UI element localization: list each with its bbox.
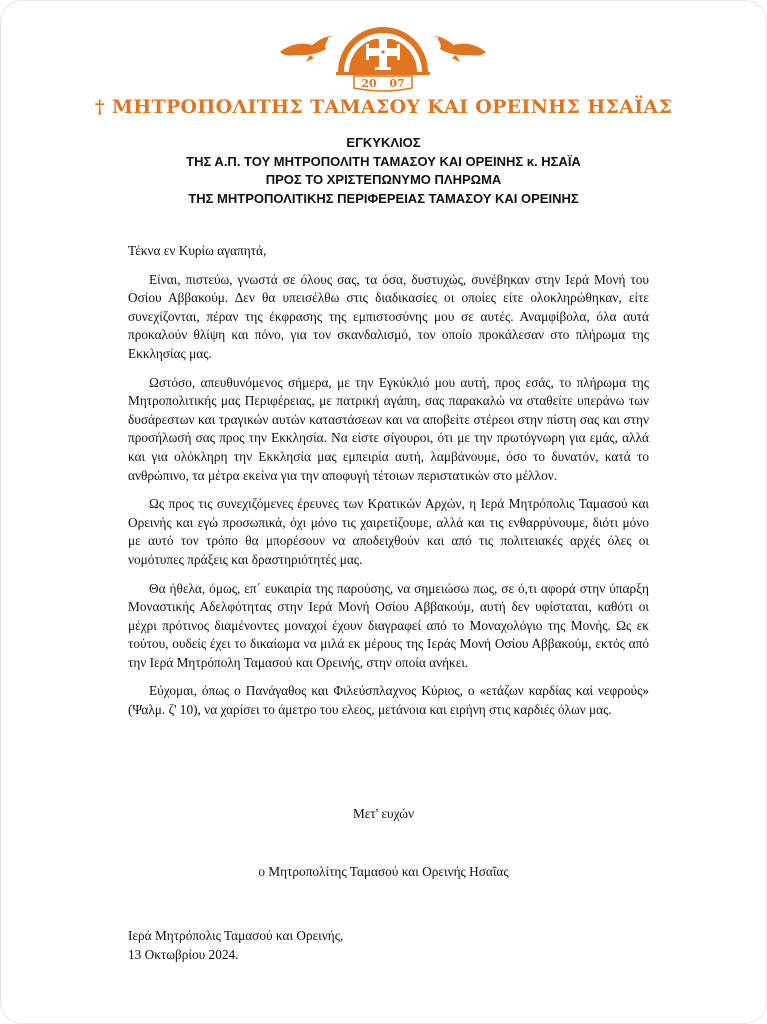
paragraph-1: Είναι, πιστεύω, γνωστά σε όλους σας, τα όσα, δυστυχώς, συνέβηκαν στην Ιερά Μονή του Οσίου Αββακούμ. Δεν θα υπεισέλθω στις διαδικασίες οι οποίες είτε ολοκληρώθηκαν, είτε συνεχίζονται, πέραν της έκφρασης της εμπιστοσύνης μου σε αυτές. Αναμφίβολα, όλα αυτά προκαλούν θλίψη και πόνο, για τον σκανδαλισμό, τον οποίο προκάλεσαν στο πλήρωμα της Εκκλησίας μας. [128,271,649,361]
header-line-3: ΠΡΟΣ ΤΟ ΧΡΙΣΤΕΠΩΝΥΜΟ ΠΛΗΡΩΜΑ [265,172,502,187]
place: Ιερά Μητρόπολις Ταμασού και Ορεινής, [128,928,344,943]
place-and-date [128,926,343,964]
emblem-year-right: 07 [389,77,405,90]
left-bird-icon [280,36,332,62]
letterhead-title: † ΜΗΤΡΟΠΟΛΙΤΗΣ ΤΑΜΑΣΟΥ ΚΑΙ ΟΡΕΙΝΗΣ ΗΣΑΪΑΣ [94,96,673,118]
paragraph-2: Ωστόσο, απευθυνόμενος σήμερα, με την Εγκύκλιό μου αυτή, προς εσάς, το πλήρωμα της Μητροπολιτικής μας Περιφέρειας, με πατρική αγάπη, σας παρακαλώ να σταθείτε υπεράνω των δυσάρεστων και τραγικών αυτών καταστάσεων και να αποβείτε στέρεοι στην πίστη σας και στην προσήλωσή σας προς την Εκκλησία. Να είστε σίγουροι, ότι με την πρωτόγνωρη για εμάς, αλλά και για ολόκληρη την Εκκλησία μας εμπειρία αυτή, λαμβάνουμε, όσο το δυνατόν, κατά το ανθρώπινο, τα μέτρα εκείνα για την αποφυγή τέτοιων περιστατικών στο μέλλον. [128,374,649,483]
metropolis-emblem-logo [276,14,490,94]
emblem-year-left: 20 [361,77,377,90]
date: 13 Οκτωβρίου 2024. [128,947,239,962]
paragraph-4: Θα ήθελα, όμως, επ΄ ευκαιρία της παρούσης, να σημειώσω πως, σε ό,τι αφορά στην ύπαρξη Μοναστικής Αδελφότητας στην Ιερά Μονή Οσίου Αββακούμ, αυτή δεν υφίσταται, καθότι οι μέχρι πρότινος διαμένοντες μοναχοί έχουν διαγραφεί από το Μοναχολόγιο της Μονής. Ως εκ τούτου, ουδείς έχει το δικαίωμα να μιλά εκ μέρους της Ιεράς Μονή Οσίου Αββακούμ, εκτός από την Ιερά Μητρόπολη Ταμασού και Ορεινής, στην οποία ανήκει. [128,580,649,670]
encyclical-header [0,134,767,208]
header-line-1: ΕΓΚΥΚΛΙΟΣ [346,135,421,150]
header-line-2: ΤΗΣ Α.Π. ΤΟΥ ΜΗΤΡΟΠΟΛΙΤΗ ΤΑΜΑΣΟΥ ΚΑΙ ΟΡΕΙΝΗΣ κ. ΗΣΑΪΑ [186,153,581,169]
letter-body [128,242,649,730]
right-bird-icon [434,36,486,62]
closing-greeting: Μετ' ευχών [352,806,414,821]
header-line-4: ΤΗΣ ΜΗΤΡΟΠΟΛΙΤΙΚΗΣ ΠΕΡΙΦΕΡΕΙΑΣ ΤΑΜΑΣΟΥ ΚΑΙ ΟΡΕΙΝΗΣ [188,190,579,206]
paragraph-3: Ως προς τις συνεχιζόμενες έρευνες των Κρατικών Αρχών, η Ιερά Μητρόπολις Ταμασού και Ορεινής και εγώ προσωπικά, όχι μόνο τις χαιρετίζουμε, αλλά και τις ενθαρρύνουμε, διότι μόνο με αυτό τον τρόπο θα μπορέσουν να αποδειχθούν και από τις πολιτειακές αρχές όλες οι νομότυπες πράξεις και δραστηριότητές μας. [128,496,649,567]
paragraph-5: Εύχομαι, όπως ο Πανάγαθος και Φιλεύσπλαχνος Κύριος, ο «ετάζων καρδίας καί νεφρούς» (Ψαλμ. ζ' 10), να χαρίσει το άμετρο του ελεος, μετάνοια και ειρήνη στις καρδιές όλων μας. [128,683,649,718]
signature: ο Μητροπολίτης Ταμασού και Ορεινής Ησαΐας [258,864,509,879]
greeting: Τέκνα εν Κυρίω αγαπητά, [128,243,267,258]
